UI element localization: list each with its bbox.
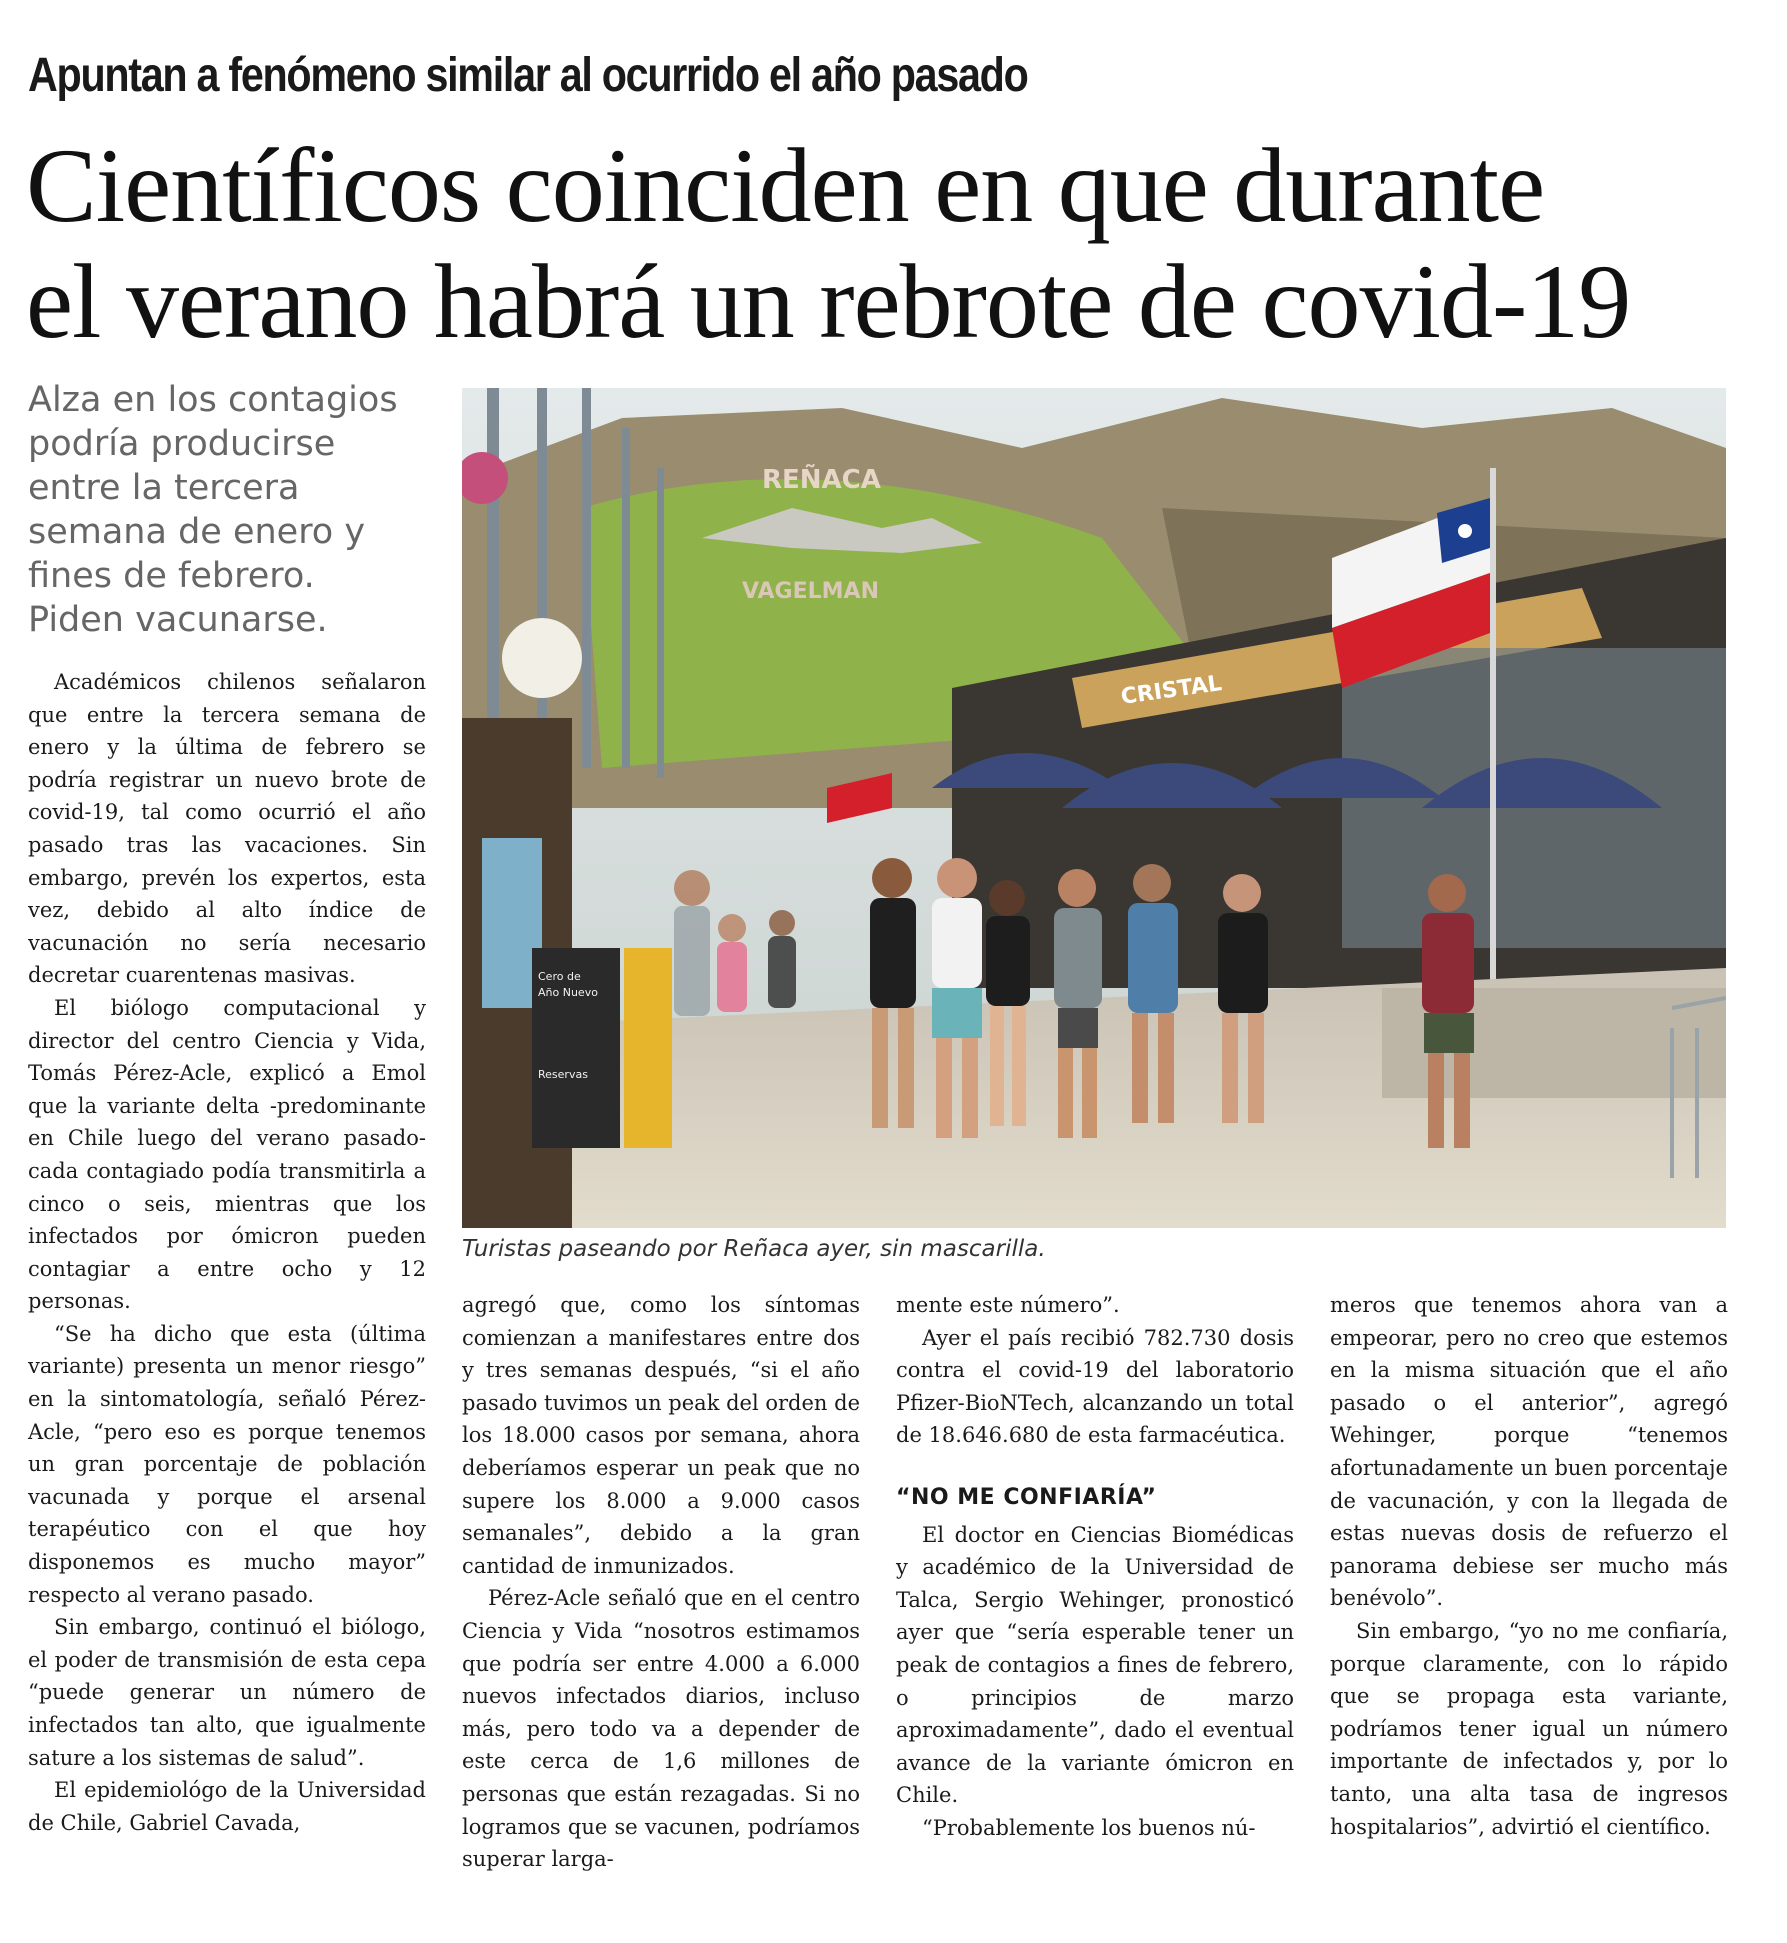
headline-line-1: Científicos coinciden en que durante bbox=[26, 127, 1545, 244]
deck bbox=[28, 378, 433, 642]
menu-text-1: Cero de bbox=[538, 970, 581, 983]
paragraph: Académicos chilenos señalaron que entre la tercera semana de enero y la última de febrero se podría registrar un nuevo brote de covid-19, tal como ocurrió el año pasado tras las vacaciones. Sin embargo, prevén los expertos, esta vez, debido al alto índice de vacunación no sería necesario decretar cuarentenas masivas. bbox=[28, 670, 426, 988]
paragraph: “Probablemente los buenos nú- bbox=[922, 1815, 1256, 1840]
article-column-4 bbox=[1330, 1289, 1728, 1843]
paragraph: meros que tenemos ahora van a empeorar, pero no creo que estemos en la misma situación que el año pasado o el anterior”, agregó Wehinger, porque “tenemos afortunadamente un buen porcentaje de vacunación, y con la llegada de estas nuevas dosis de refuerzo el panorama debiese ser mucho más benévolo”. bbox=[1330, 1293, 1728, 1611]
hill-text-vagelman: VAGELMAN bbox=[742, 579, 879, 604]
photo-caption: Turistas paseando por Reñaca ayer, sin mascarilla. bbox=[462, 1236, 1046, 1262]
paragraph: El epidemiológo de la Universidad de Chile, Gabriel Cavada, bbox=[28, 1778, 426, 1835]
news-photo bbox=[462, 388, 1726, 1228]
paragraph: mente este número”. bbox=[896, 1293, 1120, 1317]
subheading: “NO ME CONFIARÍA” bbox=[896, 1484, 1157, 1510]
flagpole bbox=[1490, 468, 1496, 988]
paragraph: El doctor en Ciencias Biomédicas y académico de la Universidad de Talca, Sergio Wehinger, pronosticó ayer que “sería esperable tener un peak de contagios a fines de febrero, o principios de marzo aproximadamente”, dado el eventual avance de la variante ómicron en Chile. bbox=[896, 1522, 1294, 1808]
deck-line-3: entre la tercera bbox=[28, 468, 300, 508]
paragraph: Pérez-Acle señaló que en el centro Ciencia y Vida “nosotros estimamos que podría ser entre 4.000 a 6.000 nuevos infectados diarios, incluso más, pero todo va a depender de este cerca de 1,6 millones de personas que están rezagadas. Si no logramos que se vacunen, podríamos superar larga- bbox=[462, 1586, 860, 1872]
deck-line-6: Piden vacunarse. bbox=[28, 600, 328, 640]
photo-illustration bbox=[462, 388, 1726, 1228]
deck-line-2: podría producirse bbox=[28, 424, 336, 464]
menu-text-2: Año Nuevo bbox=[538, 986, 598, 999]
article-column-3 bbox=[896, 1289, 1294, 1845]
deck-line-4: semana de enero y bbox=[28, 512, 366, 552]
hill-text-renaca: REÑACA bbox=[762, 465, 881, 495]
paragraph: “Se ha dicho que esta (última variante) presenta un menor riesgo” en la sintomatología, señaló Pérez-Acle, “pero eso es porque tenemos un gran porcentaje de población vacunada y porque el arsenal terapéutico con el que hoy disponemos es mucho mayor” respecto al verano pasado. bbox=[28, 1321, 426, 1607]
paragraph: Sin embargo, continuó el biólogo, el poder de transmisión de esta cepa “puede generar un número de infectados tan alto, que igualmente sature a los sistemas de salud”. bbox=[28, 1615, 426, 1770]
article-column-1 bbox=[28, 666, 426, 1839]
headline bbox=[26, 128, 1766, 360]
kicker: Apuntan a fenómeno similar al ocurrido el año pasado bbox=[28, 49, 1028, 102]
sign-text: CRISTAL bbox=[1119, 671, 1224, 710]
deck-line-5: fines de febrero. bbox=[28, 556, 315, 596]
article-column-2 bbox=[462, 1289, 860, 1876]
deck-line-1: Alza en los contagios bbox=[28, 380, 398, 420]
paragraph: Sin embargo, “yo no me confiaría, porque claramente, con lo rápido que se propaga esta variante, podríamos tener igual un número importante de infectados y, por lo tanto, una alta tasa de ingresos hospitalarios”, advirtió el científico. bbox=[1330, 1618, 1728, 1839]
menu-text-3: Reservas bbox=[538, 1068, 588, 1081]
paragraph: El biólogo computacional y director del centro Ciencia y Vida, Tomás Pérez-Acle, explicó a Emol que la variante delta -predominante en Chile luego del verano pasado- cada contagiado podía transmitirla a cinco o seis, mientras que los infectados por ómicron pueden contagiar a entre ocho y 12 personas. bbox=[28, 995, 426, 1314]
paragraph: Ayer el país recibió 782.730 dosis contra el covid-19 del laboratorio Pfizer-BioNTech, alcanzando un total de 18.646.680 de esta farmacéutica. bbox=[896, 1325, 1294, 1448]
paragraph: agregó que, como los síntomas comienzan a manifestares entre dos y tres semanas después, “si el año pasado tuvimos un peak del orden de los 18.000 casos por semana, ahora deberíamos esperar un peak que no supere los 8.000 a 9.000 casos semanales”, debido a la gran cantidad de inmunizados. bbox=[462, 1293, 860, 1578]
headline-line-2: el verano habrá un rebrote de covid-19 bbox=[26, 243, 1631, 360]
